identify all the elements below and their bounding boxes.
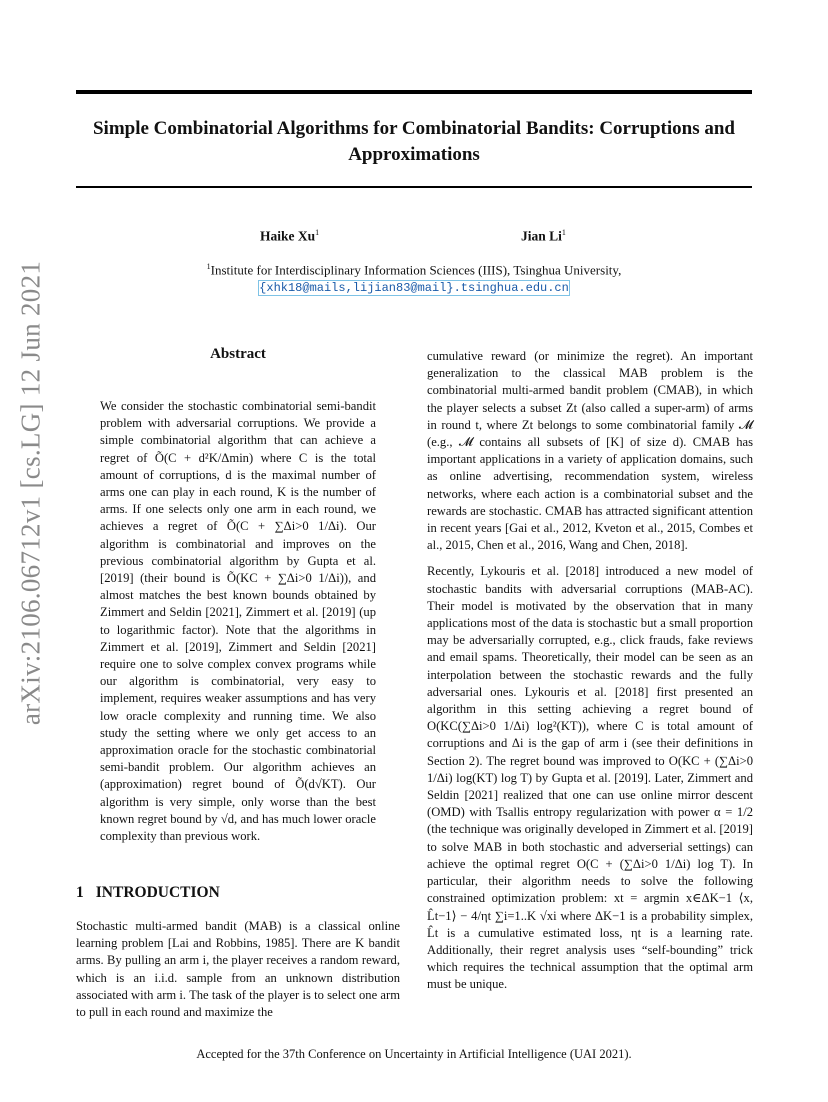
page-footer: Accepted for the 37th Conference on Uncertainty in Artificial Intelligence (UAI 2021). bbox=[196, 1047, 632, 1061]
title-bottom-rule bbox=[76, 186, 752, 188]
affiliation-text: Institute for Interdisciplinary Information Sciences (IIIS), Tsinghua University, bbox=[210, 262, 622, 278]
email-text: {xhk18@mails,lijian83@mail}.tsinghua.edu.cn bbox=[259, 281, 569, 295]
author-1-name: Haike Xu bbox=[260, 228, 316, 244]
abstract-heading: Abstract bbox=[210, 346, 266, 362]
paper-title: Simple Combinatorial Algorithms for Combinatorial Bandits: Corruptions and Approximations bbox=[92, 118, 735, 165]
author-1-sup: 1 bbox=[315, 228, 320, 237]
right-column bbox=[427, 348, 753, 994]
author-2-sup: 1 bbox=[561, 228, 566, 237]
section-number: 1 bbox=[76, 884, 84, 901]
section-heading bbox=[76, 884, 220, 902]
abstract-text: We consider the stochastic combinatorial semi-bandit problem with adversarial corruptions. We provide a simple combinatorial algorithm that can achieve a regret of Õ(C + d²K/Δmin) where C is the total amount of corruptions, d is the maximal number of arms one can play in each round, K is the number of arms. If one selects only one arm in each round, we achieves a regret of Õ(C + ∑Δi>0 1/Δi). Our algorithm is combinatorial and improves on the previous combinatorial algorithm by Gupta et al. [2019] (their bound is Õ(KC + ∑Δi>0 1/Δi)), and almost matches the best known bounds obtained by Zimmert and Seldin [2021], Zimmert et al. [2019] (up to logarithmic factor). Note that the algorithms in Zimmert et al. [2019], Zimmert and Seldin [2021] require one to solve complex convex programs while our algorithm is combinatorial, very easy to implement, requires weaker assumptions and has very low oracle complexity and running time. We also study the setting where we only get access to an approximation oracle for the stochastic combinatorial semi-bandit problem. Our algorithm achieves an (approximation) regret bound of Õ(d√KT). Our algorithm is very simple, only worse than the best known regret bound by √d, and has much lower oracle complexity than previous work. bbox=[100, 399, 376, 844]
email-line bbox=[76, 279, 752, 295]
arxiv-sidebar bbox=[10, 260, 52, 726]
top-thick-rule bbox=[76, 90, 752, 94]
right-para-2: Recently, Lykouris et al. [2018] introduced a new model of stochastic bandits with adversarial corruptions (MAB-AC). Their model is motivated by the observation that in many applications most of the data is stochastic but a small proportion may be adversarially corrupted, e.g., click frauds, fake reviews and email spams. Theoretically, their model can be seen as an interpolation between the stochastic rewards and the fully adversarial ones. Lykouris et al. [2018] first presented an algorithm in this setting achieving a regret bound of O(KC(∑Δi>0 1/Δi) log²(KT)), where C is total amount of corruptions and Δi is the gap of arm i (see their definitions in Section 2). The regret bound was improved to O(KC + (∑Δi>0 1/Δi) log(KT) log T) by Gupta et al. [2019]. Later, Zimmert and Seldin [2021] realized that one can use online mirror descent (OMD) with Tsallis entropy regularization with power α = 1/2 (the technique was originally developed in Zimmert et al. [2019] to solve MAB in both stochastic and adverserial settings) can achieve the optimal regret O(C + (∑Δi>0 1/Δi) log T). In particular, their algorithm needs to solve the following constrained optimization problem: xt = argmin x∈ΔK−1 ⟨x, L̂t−1⟩ − 4/ηt ∑i=1..K √xi where ΔK−1 is a probability simplex, L̂t is a cumulative estimated loss, ηt is a learning rate. Additionally, their regret analysis uses “self-bounding” trick which requires the technical assumption that the optimal arm must be unique. bbox=[427, 564, 753, 992]
affiliation bbox=[76, 262, 752, 278]
intro-paragraph bbox=[76, 918, 400, 1021]
right-para-1: cumulative reward (or minimize the regret). An important generalization to the classical MAB problem is the combinatorial multi-armed bandit problem (CMAB), in which the player selects a subset Zt (also called a super-arm) of arms in round t, where Zt belongs to some combinatorial family 𝓜 (e.g., 𝓜 contains all subsets of [K] of size d). CMAB has important applications in a variety of application domains, such as online advertising, recommendation system, wireless networks, where each action is a combinatorial subset and the rewards are stochastic. CMAB has attracted significant attention in recent years [Gai et al., 2012, Kveton et al., 2015, Combes et al., 2015, Chen et al., 2016, Wang and Chen, 2018]. bbox=[427, 349, 753, 553]
author-1 bbox=[260, 228, 319, 245]
arxiv-id[interactable]: arXiv:2106.06712v1 [cs.LG] 12 Jun 2021 bbox=[15, 260, 46, 726]
intro-text: Stochastic multi-armed bandit (MAB) is a classical online learning problem [Lai and Robbins, 1985]. There are K bandit arms. By pulling an arm i, the player receives a random reward, which is an i.i.d. sample from an unknown distribution associated with arm i. The task of the player is to select one arm to pull in each round and maximize the bbox=[76, 919, 400, 1020]
author-2-name: Jian Li bbox=[521, 228, 562, 244]
email-link[interactable] bbox=[259, 281, 569, 295]
abstract-body bbox=[100, 398, 376, 845]
affiliation-sup: 1 bbox=[206, 262, 211, 271]
author-2 bbox=[521, 228, 566, 245]
section-title: INTRODUCTION bbox=[95, 884, 220, 901]
